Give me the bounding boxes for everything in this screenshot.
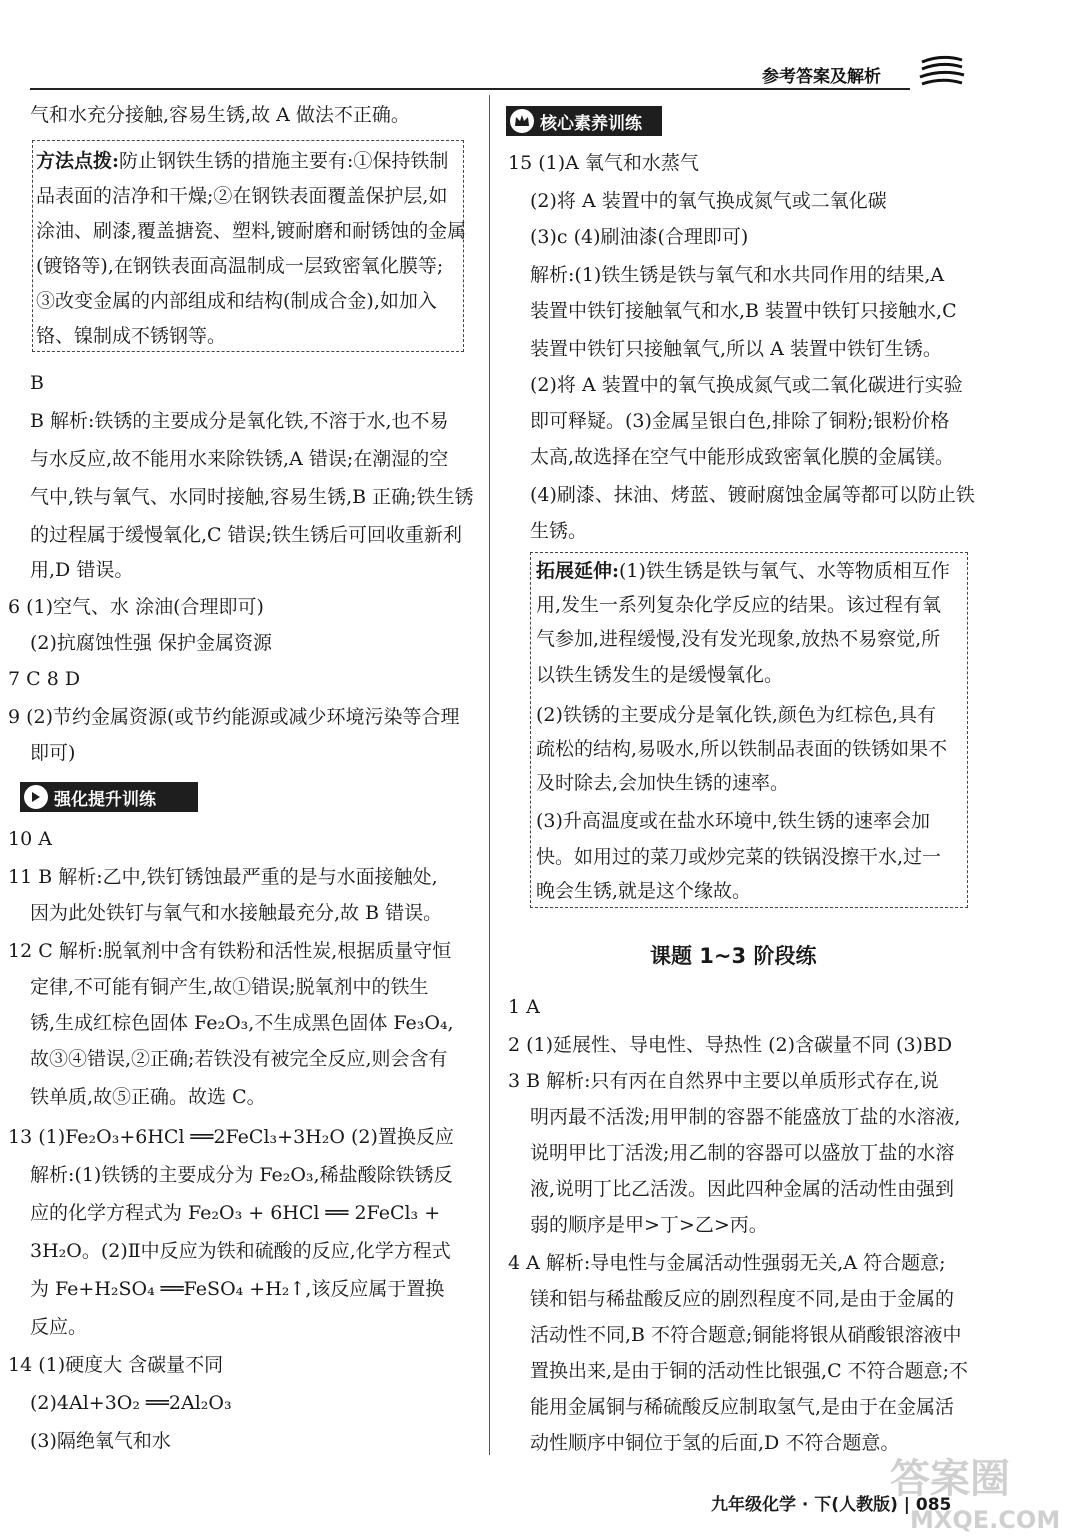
header-rule [30, 88, 910, 90]
extension-line: 快。如用过的菜刀或炒完菜的铁锅没擦干水,过一 [536, 846, 942, 868]
answer-line: (3)c (4)刷油漆(合理即可) [530, 226, 749, 248]
answer-line: 即可) [30, 742, 76, 764]
answer-line: 6 (1)空气、水 涂油(合理即可) [8, 596, 264, 618]
answer-line: 太高,故选择在空气中能形成致密氧化膜的金属镁。 [530, 446, 955, 468]
answer-line: 反应。 [30, 1316, 88, 1338]
answer-line: 15 (1)A 氧气和水蒸气 [508, 152, 699, 174]
extension-line: 以铁生锈发生的是缓慢氧化。 [536, 664, 784, 686]
extension-line: (2)铁锈的主要成分是氧化铁,颜色为红棕色,具有 [536, 704, 936, 726]
answer-line: 用,D 错误。 [30, 559, 134, 581]
answer-line: 说明甲比丁活泼;用乙制的容器可以盛放丁盐的水溶 [530, 1142, 955, 1164]
arrow-badge-icon [24, 785, 48, 809]
answer-line: (2)将 A 装置中的氧气换成氮气或二氧化碳进行实验 [530, 374, 963, 396]
section-title: 强化提升训练 [54, 789, 156, 810]
answer-line: 3 B 解析:只有丙在自然界中主要以单质形式存在,说 [508, 1070, 939, 1092]
extension-label: 拓展延伸: [536, 560, 620, 582]
column-divider [489, 95, 490, 1455]
method-tip-line [36, 150, 448, 173]
answer-line: (2)抗腐蚀性强 保护金属资源 [30, 632, 272, 654]
watermark-logo [880, 1440, 1065, 1536]
answer-line: 装置中铁钉接触氧气和水,B 装置中铁钉只接触水,C [530, 300, 957, 322]
method-tip-line: 铬、镍制成不锈钢等。 [36, 325, 227, 347]
method-tip-line: 品表面的洁净和干燥;②在钢铁表面覆盖保护层,如 [36, 185, 448, 207]
answer-line: (2)4Al+3O₂ ══2Al₂O₃ [30, 1392, 232, 1414]
method-tip-label: 方法点拨: [36, 150, 120, 172]
answer-line: 装置中铁钉只接触氧气,所以 A 装置中铁钉生锈。 [530, 338, 942, 360]
crown-badge-icon [510, 109, 534, 133]
extension-line: 疏松的结构,易吸水,所以铁制品表面的铁锈如果不 [536, 738, 948, 760]
answer-line: 解析:(1)铁锈的主要成分为 Fe₂O₃,稀盐酸除铁锈反 [30, 1164, 453, 1186]
answer-line: 10 A [8, 828, 52, 850]
answer-line: (4)刷漆、抹油、烤蓝、镀耐腐蚀金属等都可以防止铁 [530, 484, 975, 506]
answer-line: 解析:(1)铁生锈是铁与氧气和水共同作用的结果,A [530, 264, 945, 286]
answer-line: 4 A 解析:导电性与金属活动性强弱无关,A 符合题意; [508, 1252, 946, 1274]
extension-line: 及时除去,会加快生锈的速率。 [536, 772, 790, 794]
answer-line: 14 (1)硬度大 含碳量不同 [8, 1354, 224, 1376]
method-tip-line: 涂油、刷漆,覆盖搪瓷、塑料,镀耐磨和耐锈蚀的金属 [36, 220, 467, 242]
extension-text: (1)铁生锈是铁与氧气、水等物质相互作 [619, 560, 950, 582]
answer-line: 11 B 解析:乙中,铁钉锈蚀最严重的是与水面接触处, [8, 866, 438, 888]
answer-line: 3H₂O。(2)Ⅱ中反应为铁和硫酸的反应,化学方程式 [30, 1240, 451, 1262]
answer-line: 与水反应,故不能用水来除铁锈,A 错误;在潮湿的空 [30, 448, 449, 470]
section-tag-core [506, 106, 662, 136]
method-tip-line: ③改变金属的内部组成和结构(制成合金),如加入 [36, 290, 437, 312]
section-tag-advanced [20, 782, 198, 812]
answer-line: 应的化学方程式为 Fe₂O₃ + 6HCl ══ 2FeCl₃ + [30, 1202, 441, 1224]
extension-line: (3)升高温度或在盐水环境中,铁生锈的速率会加 [536, 810, 930, 832]
method-tip-line: (镀铬等),在钢铁表面高温制成一层致密氧化膜等; [36, 255, 444, 277]
answer-line: 液,说明丁比乙活泼。因此四种金属的活动性由强到 [530, 1178, 955, 1200]
answer-line: 锈,生成红棕色固体 Fe₂O₃,不生成黑色固体 Fe₃O₄, [30, 1012, 454, 1034]
answer-line: B [30, 372, 44, 394]
answer-line: 能用金属铜与稀硫酸反应制取氢气,是由于在金属活 [530, 1396, 955, 1418]
answer-line: 为 Fe+H₂SO₄ ══FeSO₄ +H₂↑,该反应属于置换 [30, 1278, 445, 1300]
answer-line: 活动性不同,B 不符合题意;铜能将银从硝酸银溶液中 [530, 1324, 962, 1346]
extension-line: 用,发生一系列复杂化学反应的结果。该过程有氧 [536, 594, 942, 616]
extension-line [536, 560, 950, 583]
answer-line: 弱的顺序是甲>丁>乙>丙。 [530, 1214, 768, 1236]
header-title: 参考答案及解析 [762, 67, 881, 87]
answer-line: 明丙最不活泼;用甲制的容器不能盛放丁盐的水溶液, [530, 1106, 961, 1128]
watermark-url: MXQE.COM [910, 1506, 1061, 1534]
watermark-text: 答案圈 [890, 1456, 1010, 1502]
answer-line: 7 C 8 D [8, 668, 81, 690]
method-tip-text: 防止钢铁生锈的措施主要有:①保持铁制 [119, 150, 449, 172]
answer-line: 铁单质,故⑤正确。故选 C。 [30, 1086, 266, 1108]
answer-line: 定律,不可能有铜产生,故①错误;脱氧剂中的铁生 [30, 976, 429, 998]
extension-line: 气参加,进程缓慢,没有发光现象,放热不易察觉,所 [536, 628, 941, 650]
answer-line: 1 A [508, 996, 540, 1018]
answer-line: 的过程属于缓慢氧化,C 错误;铁生锈后可回收重新利 [30, 524, 463, 546]
answer-line: 即可释疑。(3)金属呈银白色,排除了铜粉;银粉价格 [530, 410, 950, 432]
lesson-title: 课题 1~3 阶段练 [650, 944, 817, 968]
answer-line: 动性顺序中铜位于氢的后面,D 不符合题意。 [530, 1432, 900, 1454]
answer-line: (2)将 A 装置中的氧气换成氮气或二氧化碳 [530, 190, 887, 212]
answer-line: 12 C 解析:脱氧剂中含有铁粉和活性炭,根据质量守恒 [8, 940, 452, 962]
answer-line: 13 (1)Fe₂O₃+6HCl ══2FeCl₃+3H₂O (2)置换反应 [8, 1126, 454, 1148]
answer-line: (3)隔绝氧气和水 [30, 1430, 171, 1452]
section-title: 核心素养训练 [540, 113, 642, 134]
answer-line: 故③④错误,②正确;若铁没有被完全反应,则会含有 [30, 1048, 448, 1070]
page-footer: 九年级化学 · 下(人教版) | 085 [711, 1495, 952, 1515]
extension-line: 晚会生锈,就是这个缘故。 [536, 880, 752, 902]
answer-line: 镁和铝与稀盐酸反应的剧烈程度不同,是由于金属的 [530, 1288, 955, 1310]
answer-line: 气中,铁与氧气、水同时接触,容易生锈,B 正确;铁生锈 [30, 486, 474, 508]
answer-line: 生锈。 [530, 520, 588, 542]
answer-line: B 解析:铁锈的主要成分是氧化铁,不溶于水,也不易 [30, 410, 449, 432]
book-stack-icon [918, 52, 966, 92]
answer-line: 置换出来,是由于铜的活动性比银强,C 不符合题意;不 [530, 1360, 969, 1382]
answer-line: 2 (1)延展性、导电性、导热性 (2)含碳量不同 (3)BD [508, 1034, 953, 1056]
answer-line: 气和水充分接触,容易生锈,故 A 做法不正确。 [30, 104, 410, 126]
answer-line: 9 (2)节约金属资源(或节约能源或减少环境污染等合理 [8, 706, 460, 728]
answer-line: 因为此处铁钉与氧气和水接触最充分,故 B 错误。 [30, 902, 443, 924]
